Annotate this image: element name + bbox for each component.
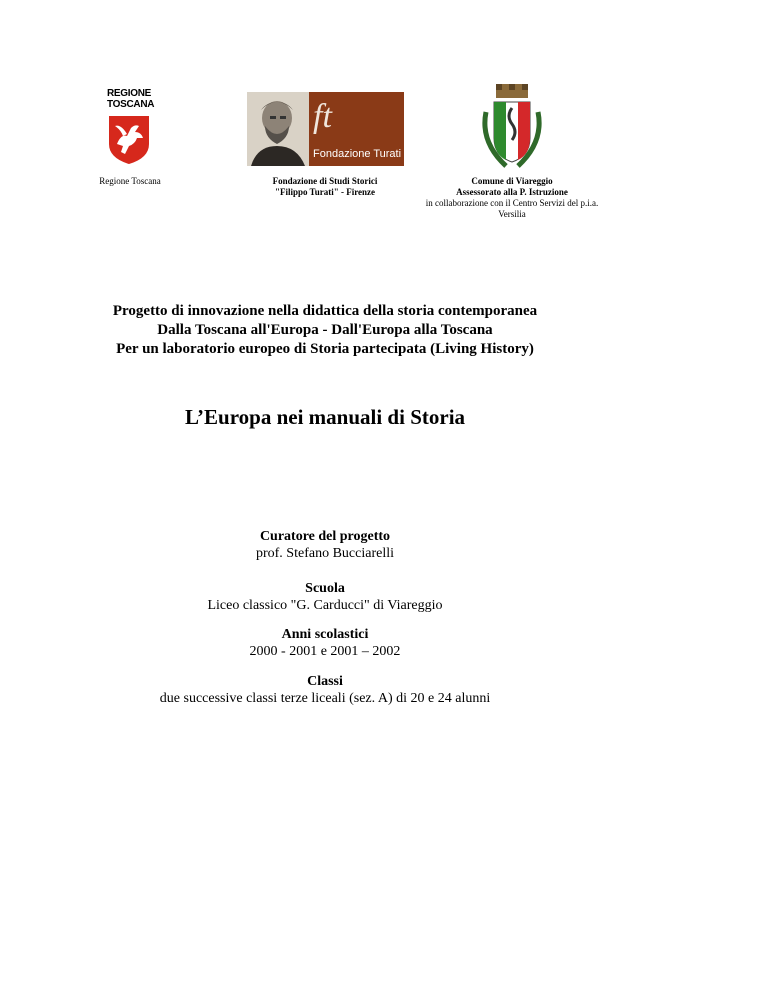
section-classi [45,673,605,707]
pegasus-icon [107,114,151,166]
classi-value: due successive classi terze liceali (sez. A) di 20 e 24 alunni [159,691,491,706]
regione-toscana-logo [107,88,155,168]
turati-portrait [247,92,309,166]
scuola-value: Liceo classico "G. Carducci" di Viareggio [207,598,443,613]
regione-toscana-logo-text: REGIONE TOSCANA [107,88,155,110]
regione-toscana-caption: Regione Toscana [99,176,161,186]
coat-of-arms-icon [476,82,548,172]
turati-name: Fondazione Turati [313,148,402,160]
fondazione-turati-caption: Fondazione di Studi Storici "Filippo Turati" - Firenze [272,176,378,197]
fondazione-turati-logo [247,92,404,166]
comune-viareggio-caption: Comune di Viareggio Assessorato alla P. Istruzione in collaborazione con il Centro Servizi del p.i.a. Versilia [425,176,599,219]
project-line-1: Progetto di innovazione nella didattica della storia contemporanea [112,303,538,319]
project-line-3: Per un laboratorio europeo di Storia partecipata (Living History) [116,341,534,357]
project-heading [60,302,590,359]
anni-label: Anni scolastici [281,627,369,642]
turati-monogram: ft [313,98,332,135]
section-scuola [45,580,605,614]
anni-value: 2000 - 2001 e 2001 – 2002 [249,644,401,659]
project-line-2: Dalla Toscana all'Europa - Dall'Europa alla Toscana [157,322,493,338]
classi-label: Classi [307,674,343,689]
curatore-value: prof. Stefano Bucciarelli [255,546,394,561]
comune-viareggio-logo [476,82,548,172]
scuola-label: Scuola [305,581,345,596]
section-anni [45,626,605,660]
curatore-label: Curatore del progetto [259,529,391,544]
section-curatore [45,528,605,562]
document-title: L’Europa nei manuali di Storia [184,405,466,429]
